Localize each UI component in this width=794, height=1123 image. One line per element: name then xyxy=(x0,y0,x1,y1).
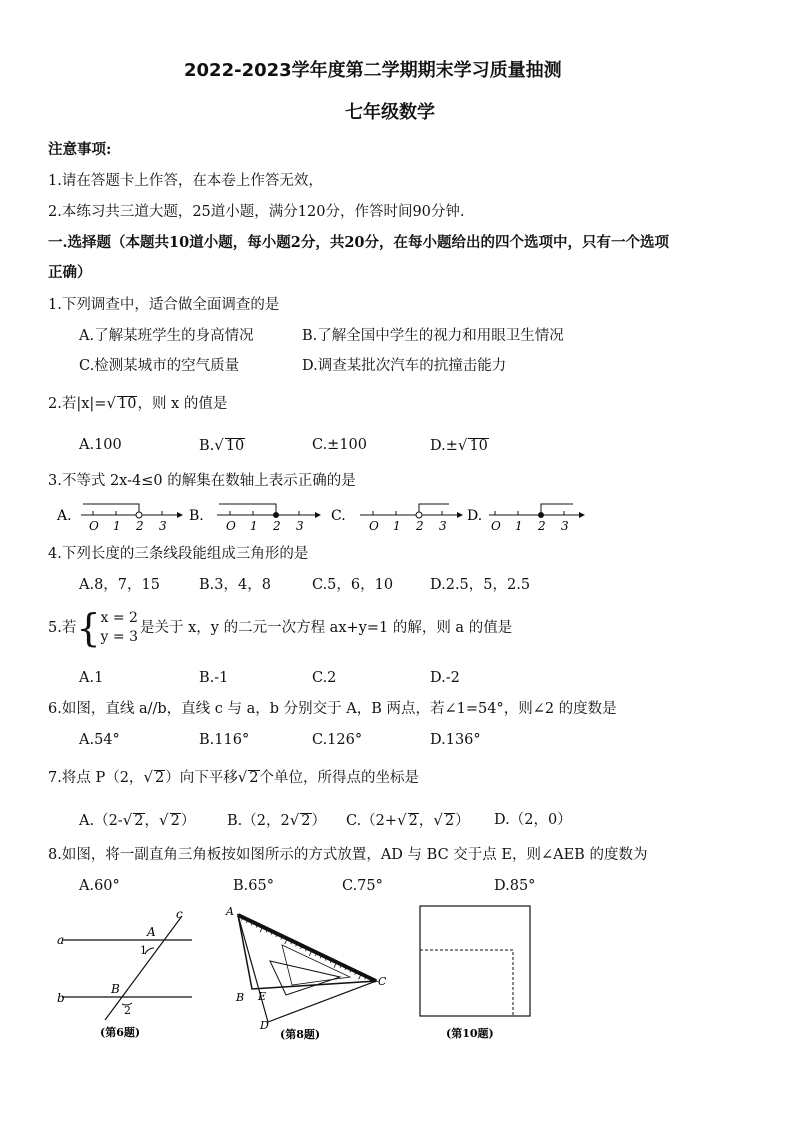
fig8-label-B: B xyxy=(236,991,245,1004)
q7-c-radicand-2: 2 xyxy=(444,813,455,829)
q7-radicand: 2 xyxy=(155,770,165,786)
q7-a-radicand: 2 xyxy=(134,813,144,829)
brace-symbol: { xyxy=(76,606,101,650)
q5-pre: 5.若 xyxy=(48,620,77,636)
svg-text:2: 2 xyxy=(273,519,281,533)
q4-option-d: D.2.5，5，2.5 xyxy=(430,577,531,593)
number-line-b xyxy=(217,504,321,533)
q2-option-b xyxy=(199,436,245,455)
q5-post: 是关于 x，y 的二元一次方程 ax+y=1 的解，则 a 的值是 xyxy=(139,620,513,636)
number-line-c xyxy=(360,504,463,533)
q1-option-a: A.了解某班学生的身高情况 xyxy=(79,328,254,344)
svg-text:1: 1 xyxy=(393,519,401,533)
q4-stem: 4.下列长度的三条线段能组成三角形的是 xyxy=(48,546,309,562)
sqrt-sign: √ xyxy=(397,811,407,829)
fig6-caption: (第6题) xyxy=(100,1026,141,1039)
svg-text:O: O xyxy=(89,519,99,533)
q4-option-b: B.3，4，8 xyxy=(199,577,271,593)
q2-option-c: C.±100 xyxy=(312,437,368,453)
q2-option-d-label: D.± xyxy=(430,438,458,454)
svg-text:O: O xyxy=(491,519,501,533)
q7-a-part3: ） xyxy=(180,813,196,829)
fig6-label-2: 2 xyxy=(124,1004,131,1017)
fig6-label-A: A xyxy=(147,925,156,939)
fig8-label-E: E xyxy=(258,990,267,1003)
q7-c-radicand: 2 xyxy=(408,813,418,829)
note-item-2: 2.本练习共三道大题，25道小题，满分120分，作答时间90分钟. xyxy=(48,204,465,220)
svg-text:1: 1 xyxy=(515,519,523,533)
q1-option-c: C.检测某城市的空气质量 xyxy=(79,358,240,374)
q8-stem: 8.如图，将一副直角三角板按如图所示的方式放置，AD 与 BC 交于点 E，则∠AEB 的度数为 xyxy=(48,847,648,863)
q3-number-lines xyxy=(55,498,595,534)
q5-option-d: D.-2 xyxy=(430,670,460,686)
q5-option-b: B.-1 xyxy=(199,670,229,686)
svg-text:3: 3 xyxy=(296,519,304,533)
fig8-label-A: A xyxy=(226,905,234,918)
sqrt-sign: √ xyxy=(237,768,248,786)
q7-stem-part1: 7.将点 P（2， xyxy=(48,770,144,786)
q7-option-a xyxy=(79,811,195,830)
q7-c-part1: C.（2+ xyxy=(346,813,398,829)
number-line-d xyxy=(489,504,585,533)
q6-option-b: B.116° xyxy=(199,732,250,748)
q4-option-c: C.5，6，10 xyxy=(312,577,394,593)
q1-stem: 1.下列调查中，适合做全面调查的是 xyxy=(48,297,280,313)
q5-equation-system xyxy=(101,609,138,647)
sqrt-sign: √ xyxy=(122,811,133,829)
fig8-label-C: C xyxy=(378,975,387,988)
fig6-label-c: c xyxy=(176,908,183,921)
q2-option-b-radicand: 10 xyxy=(225,438,245,454)
q6-option-d: D.136° xyxy=(430,732,481,748)
q3-label-c: C. xyxy=(331,508,346,524)
fig6-label-b: b xyxy=(57,991,65,1005)
notes-heading: 注意事项: xyxy=(48,141,112,158)
q7-radicand-2: 2 xyxy=(249,770,259,786)
fig10-caption: (第10题) xyxy=(446,1027,494,1040)
q7-a-part2: ， xyxy=(144,813,160,829)
q7-a-part1: A.（2- xyxy=(79,813,123,829)
exam-title: 2022-2023学年度第二学期期末学习质量抽测 xyxy=(184,60,562,81)
sqrt-sign: √ xyxy=(214,436,224,454)
sqrt-sign: √ xyxy=(159,811,169,829)
q2-option-d xyxy=(430,436,489,455)
fig6-label-B: B xyxy=(111,982,120,996)
q7-b-radicand: 2 xyxy=(301,813,311,829)
q5-stem xyxy=(48,608,512,648)
q7-b-part1: B.（2，2 xyxy=(227,813,290,829)
section-heading-line2: 正确） xyxy=(48,264,92,281)
q7-c-part3: ） xyxy=(455,813,470,829)
sqrt-sign: √ xyxy=(433,811,443,829)
q7-option-b xyxy=(227,811,326,830)
q2-option-a: A.100 xyxy=(79,437,122,453)
note-item-1: 1.请在答题卡上作答，在本卷上作答无效， xyxy=(48,173,323,189)
q2-stem-pre: 2.若|x|= xyxy=(48,396,107,412)
svg-text:1: 1 xyxy=(250,519,258,533)
sqrt-sign: √ xyxy=(143,768,153,786)
fig8-caption: (第8题) xyxy=(280,1028,321,1041)
svg-text:O: O xyxy=(226,519,236,533)
sqrt-sign: √ xyxy=(457,436,468,454)
q3-label-a: A. xyxy=(57,508,72,524)
sqrt-sign: √ xyxy=(289,811,300,829)
q8-option-a: A.60° xyxy=(79,878,120,894)
q7-option-c xyxy=(346,811,470,830)
svg-text:1: 1 xyxy=(113,519,121,533)
figure-8 xyxy=(222,905,392,1045)
svg-text:3: 3 xyxy=(561,519,569,533)
section-heading-line1: 一.选择题（本题共10道小题，每小题2分，共20分，在每小题给出的四个选项中，只有一个选项 xyxy=(48,234,669,251)
q4-option-a: A.8，7，15 xyxy=(79,577,160,593)
q5-eq2: y = 3 xyxy=(100,629,138,645)
q6-option-c: C.126° xyxy=(312,732,363,748)
q2-option-b-label: B. xyxy=(199,438,215,454)
svg-text:2: 2 xyxy=(416,519,424,533)
svg-text:2: 2 xyxy=(538,519,546,533)
q5-option-a: A.1 xyxy=(79,670,104,686)
q8-option-b: B.65° xyxy=(233,878,274,894)
q5-eq1: x = 2 xyxy=(100,610,138,626)
figure-10 xyxy=(412,900,542,1045)
q7-b-part2: ） xyxy=(311,813,327,829)
q2-stem xyxy=(48,394,227,413)
q2-radicand: 10 xyxy=(118,396,137,412)
q8-option-d: D.85° xyxy=(494,878,536,894)
q3-label-d: D. xyxy=(467,508,483,524)
svg-text:2: 2 xyxy=(136,519,144,533)
q2-stem-post: ，则 x 的值是 xyxy=(137,396,228,412)
q3-label-b: B. xyxy=(189,508,204,524)
svg-text:O: O xyxy=(369,519,379,533)
q7-a-radicand-2: 2 xyxy=(170,813,180,829)
fig8-label-D: D xyxy=(260,1019,269,1032)
q1-option-d: D.调查某批次汽车的抗撞击能力 xyxy=(302,358,507,374)
number-line-a xyxy=(81,504,183,533)
q5-option-c: C.2 xyxy=(312,670,337,686)
exam-subtitle: 七年级数学 xyxy=(345,102,435,123)
q3-stem: 3.不等式 2x-4≤0 的解集在数轴上表示正确的是 xyxy=(48,473,356,489)
svg-text:3: 3 xyxy=(159,519,167,533)
q7-stem-part2: ）向下平移 xyxy=(165,770,238,786)
fig6-label-1: 1 xyxy=(140,944,147,957)
figure-6 xyxy=(52,908,212,1043)
svg-text:3: 3 xyxy=(439,519,447,533)
q7-c-part2: ， xyxy=(418,813,434,829)
q6-option-a: A.54° xyxy=(79,732,120,748)
q7-stem xyxy=(48,768,419,787)
sqrt-sign: √ xyxy=(106,394,116,412)
q7-option-d: D.（2，0） xyxy=(494,812,572,828)
q2-option-d-radicand: 10 xyxy=(469,438,488,454)
fig6-label-a: a xyxy=(57,933,65,947)
q1-option-b: B.了解全国中学生的视力和用眼卫生情况 xyxy=(302,328,564,344)
q8-option-c: C.75° xyxy=(342,878,383,894)
q6-stem: 6.如图，直线 a//b，直线 c 与 a，b 分别交于 A，B 两点，若∠1=54°，则∠2 的度数是 xyxy=(48,701,617,717)
q7-stem-part3: 个单位，所得点的坐标是 xyxy=(259,770,420,786)
